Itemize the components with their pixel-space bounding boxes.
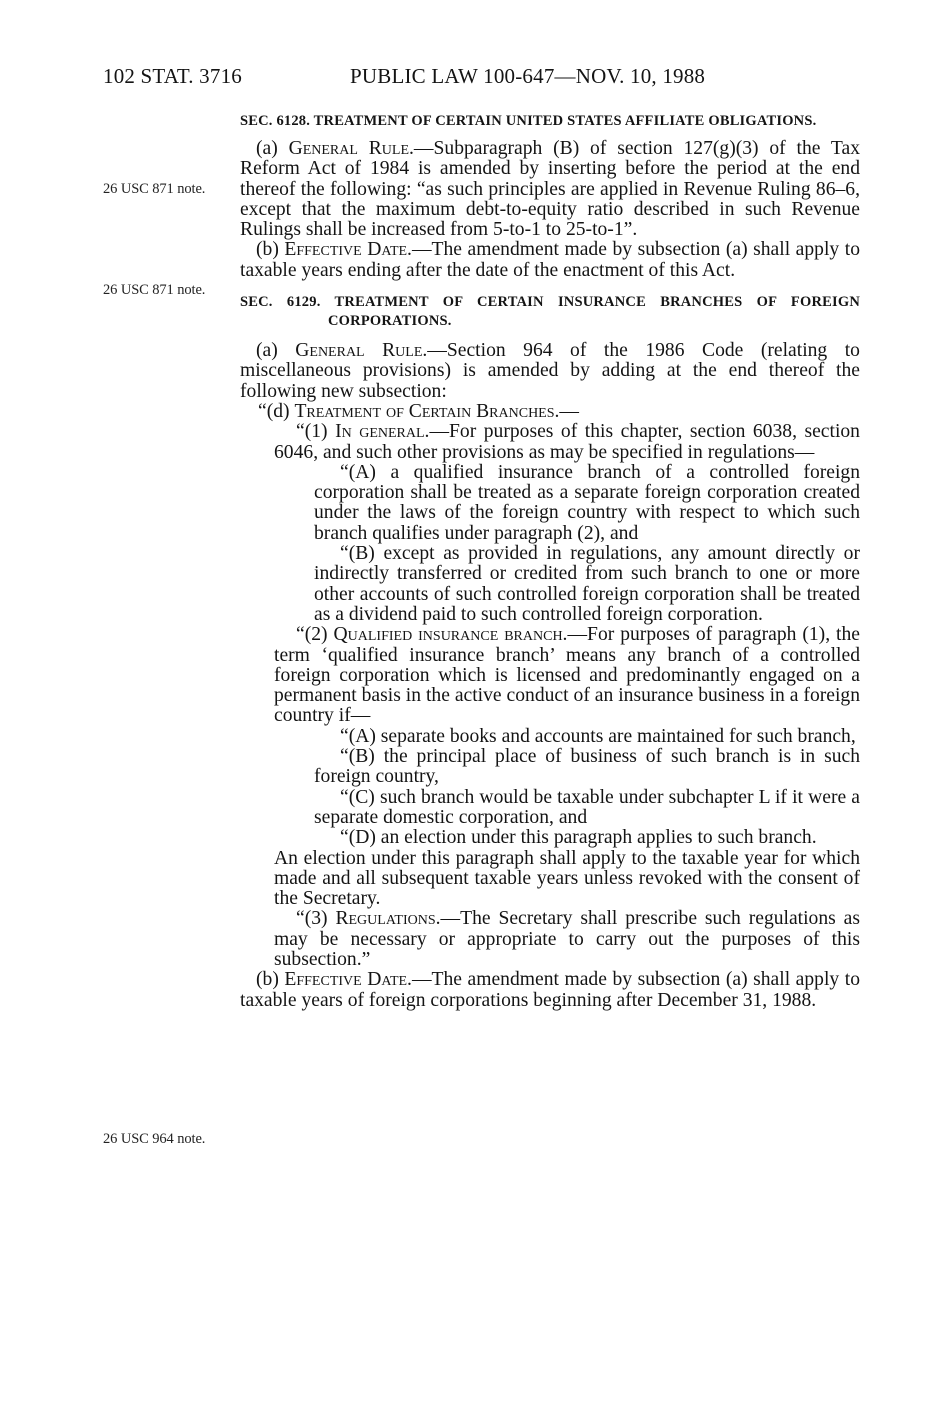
paragraph-3: [240, 909, 860, 970]
paragraph-caption: Qualified insurance branch.: [333, 624, 568, 646]
section-6129-heading: SEC. 6129. TREATMENT OF CERTAIN INSURANCE BRANCHES OF FOREIGN CORPORATIONS.: [240, 294, 860, 330]
paragraph-caption: In general.: [335, 421, 430, 443]
subsection-caption: Effective Date.: [284, 239, 412, 261]
subsection-text: —The amendment made by subsection (a) shall apply to taxable years ending after the date of the enactment of this Act.: [240, 239, 860, 281]
subsection-label: (b): [256, 239, 285, 261]
paragraph-1-item-a: “(A) a qualified insurance branch of a controlled foreign corporation shall be treated as a separate foreign corporation created under the laws of the foreign country with respect to which such branch qualifies under paragraph (2), and: [314, 461, 860, 544]
new-subsection-d-heading: [240, 402, 860, 422]
section-6129-subsection-a: [240, 341, 860, 402]
margin-note-1: 26 USC 871 note.: [103, 181, 206, 197]
section-6128-subsection-b: [240, 240, 860, 281]
paragraph-text: —For purposes of paragraph (1), the term ‘qualified insurance branch’ means any branch of a controlled foreign corporation which is licensed and predominantly engaged on a permanent basis in the active conduct of an insurance business in a foreign country if—: [274, 624, 860, 727]
subsection-label: (a): [256, 138, 289, 159]
paragraph-2-item-c: “(C) such branch would be taxable under subchapter L if it were a separate domestic corporation, and: [314, 786, 860, 828]
subsection-caption: Effective Date.: [284, 969, 412, 991]
public-law-reference: PUBLIC LAW 100-647—NOV. 10, 1988: [350, 64, 706, 88]
paragraph-1-item-b: “(B) except as provided in regulations, any amount directly or indirectly transferred or credited from such branch to one or more other accounts of such controlled foreign corporation shall be treated as a dividend paid to such controlled foreign corporation.: [314, 543, 860, 625]
paragraph-label: “(2): [296, 624, 334, 646]
subsection-text: —The amendment made by subsection (a) shall apply to taxable years of foreign corporations beginning after December 31, 1988.: [240, 969, 860, 1011]
subsection-label: (b): [256, 969, 285, 991]
paragraph-2-item-a: “(A) separate books and accounts are maintained for such branch,: [340, 725, 856, 747]
paragraph-1: [240, 422, 860, 463]
paragraph-caption: Regulations.: [335, 908, 441, 930]
paragraph-text: —The Secretary shall prescribe such regulations as may be necessary or appropriate to carry out the purposes of this subsection.”: [274, 908, 860, 970]
subsection-text: —Section 964 of the 1986 Code (relating to miscellaneous provisions) is amended by adding at the end thereof the following new subsection:: [240, 340, 860, 402]
paragraph-2-item-b: “(B) the principal place of business of such branch is in such foreign country,: [314, 746, 860, 788]
subsection-caption: Treatment of Certain Branches.: [294, 400, 560, 422]
paragraph-label: “(1): [296, 421, 336, 443]
stat-reference: 102 STAT. 3716: [103, 64, 242, 88]
subsection-dash: —: [559, 400, 580, 422]
section-6129-subsection-b: [240, 970, 860, 1011]
section-6128-subsection-a: [240, 139, 860, 240]
section-6128-heading: SEC. 6128. TREATMENT OF CERTAIN UNITED STATES AFFILIATE OBLIGATIONS.: [240, 113, 817, 129]
paragraph-2-item-d: “(D) an election under this paragraph applies to such branch.: [340, 827, 817, 849]
document-body: [240, 112, 860, 1011]
paragraph-text: —For purposes of this chapter, section 6038, section 6046, and such other provisions as may be specified in regulations—: [274, 421, 860, 463]
subsection-text: —Subparagraph (B) of section 127(g)(3) of the Tax Reform Act of 1984 is amended by inserting before the period at the end thereof the following: “as such principles are applied in Revenue Ruling 86–6, except that the maximum debt-to-equity ratio described in such Revenue Rulings shall be increased from 5-to-1 to 25-to-1”.: [240, 138, 860, 241]
margin-note-3: 26 USC 964 note.: [103, 1131, 206, 1147]
subsection-label: “(d): [258, 400, 295, 422]
subsection-caption: General Rule.: [295, 340, 428, 362]
subsection-label: (a): [256, 340, 296, 362]
paragraph-2: [240, 625, 860, 726]
subsection-caption: General Rule.: [288, 138, 414, 159]
paragraph-label: “(3): [296, 908, 336, 930]
paragraph-2-tail: An election under this paragraph shall apply to the taxable year for which made and all subsequent taxable years unless revoked with the consent of the Secretary.: [274, 847, 860, 910]
margin-note-2: 26 USC 871 note.: [103, 282, 206, 298]
